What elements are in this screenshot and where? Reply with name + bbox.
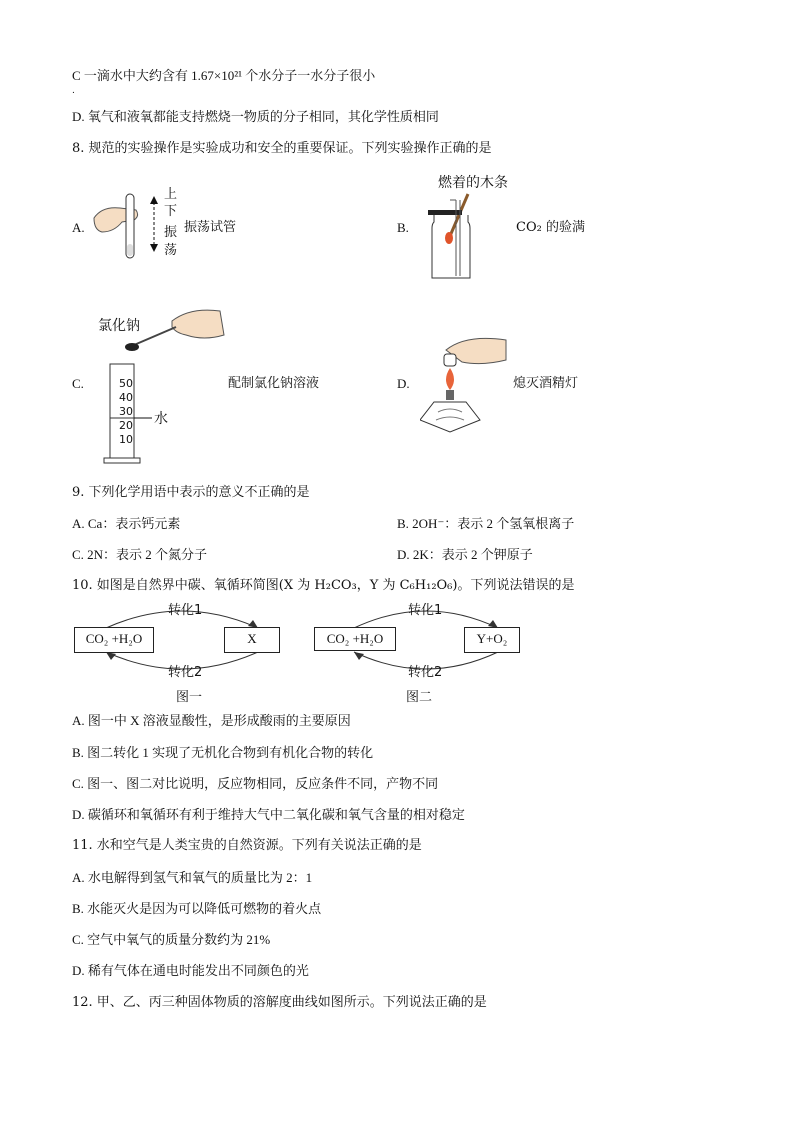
q8-c-letter: C. <box>72 376 84 391</box>
q8-b-caption: CO₂ 的验满 <box>516 220 585 235</box>
q10-option-b: B. 图二转化 1 实现了无机化合物到有机化合物的转化 <box>72 745 374 760</box>
diagram1-left-box: CO₂ +H₂O <box>74 627 154 653</box>
diagram2-bottom-label: 转化2 <box>408 665 443 680</box>
cylinder-scale-10: 10 <box>119 433 133 446</box>
shake-label-down: 下 <box>164 204 178 219</box>
q12-stem: 12. 甲、乙、丙三种固体物质的溶解度曲线如图所示。下列说法正确的是 <box>72 995 487 1010</box>
q10-stem: 10. 如图是自然界中碳、氧循环简图(X 为 H₂CO₃，Y 为 C₆H₁₂O₆)。下列说法错误的是 <box>72 578 575 593</box>
alcohol-lamp-figure <box>420 332 510 434</box>
q9-stem: 9. 下列化学用语中表示的意义不正确的是 <box>72 485 310 500</box>
diagram1-bottom-label: 转化2 <box>168 665 203 680</box>
shake-label-shake2: 荡 <box>164 243 178 258</box>
q8-d-letter: D. <box>397 376 410 391</box>
diagram1-top-label: 转化1 <box>168 603 203 618</box>
cylinder-scale-20: 20 <box>119 419 133 432</box>
co2-gas-bottle-figure <box>420 190 482 280</box>
spoon-hand-figure <box>120 305 230 355</box>
q9-option-b: B. 2OH⁻：表示 2 个氢氧根离子 <box>397 516 575 531</box>
shake-label-up: 上 <box>164 187 178 202</box>
cylinder-scale-50: 50 <box>119 377 133 390</box>
q11-option-b: B. 水能灭火是因为可以降低可燃物的着火点 <box>72 901 322 916</box>
q9-option-c: C. 2N：表示 2 个氮分子 <box>72 547 208 562</box>
water-label: 水 <box>154 411 168 427</box>
q10-option-d: D. 碳循环和氧循环有利于维持大气中二氧化碳和氧气含量的相对稳定 <box>72 807 465 822</box>
diagram1-right-box: X <box>224 627 280 653</box>
q10-option-c: C. 图一、图二对比说明，反应物相同，反应条件不同，产物不同 <box>72 776 439 791</box>
q11-stem: 11. 水和空气是人类宝贵的自然资源。下列有关说法正确的是 <box>72 838 422 853</box>
q11-option-c: C. 空气中氧气的质量分数约为 21% <box>72 932 271 947</box>
cylinder-scale-40: 40 <box>119 391 133 404</box>
q11-option-a: A. 水电解得到氢气和氧气的质量比为 2：1 <box>72 870 313 885</box>
q8-a-caption: 振荡试管 <box>184 220 237 235</box>
q10-option-a: A. 图一中 X 溶液显酸性，是形成酸雨的主要原因 <box>72 713 351 728</box>
q9-option-a: A. Ca：表示钙元素 <box>72 516 181 531</box>
q7-option-c: C 一滴水中大约含有 1.67×10²¹ 个水分子一水分子很小 <box>72 68 376 83</box>
q8-b-letter: B. <box>397 220 409 235</box>
diagram1-caption: 图一 <box>176 690 203 705</box>
diagram2-caption: 图二 <box>406 690 433 705</box>
shake-label-shake1: 振 <box>164 225 178 240</box>
diagram2-left-box: CO₂ +H₂O <box>314 627 396 651</box>
sodium-chloride-label: 氯化钠 <box>98 318 140 334</box>
q9-option-d: D. 2K：表示 2 个钾原子 <box>397 547 533 562</box>
q7-stray-mark: . <box>72 86 75 96</box>
q8-a-letter: A. <box>72 220 85 235</box>
q8-c-caption: 配制氯化钠溶液 <box>228 376 320 391</box>
q8-stem: 8. 规范的实验操作是实验成功和安全的重要保证。下列实验操作正确的是 <box>72 141 492 156</box>
q7-option-d: D. 氧气和液氧都能支持燃烧一物质的分子相同，其化学性质相同 <box>72 109 439 124</box>
q8-d-caption: 熄灭酒精灯 <box>513 376 579 391</box>
diagram2-top-label: 转化1 <box>408 603 443 618</box>
diagram2-right-box: Y+O₂ <box>464 627 520 653</box>
burning-stick-label: 燃着的木条 <box>438 175 508 191</box>
q11-option-d: D. 稀有气体在通电时能发出不同颜色的光 <box>72 963 309 978</box>
cylinder-scale-30: 30 <box>119 405 133 418</box>
